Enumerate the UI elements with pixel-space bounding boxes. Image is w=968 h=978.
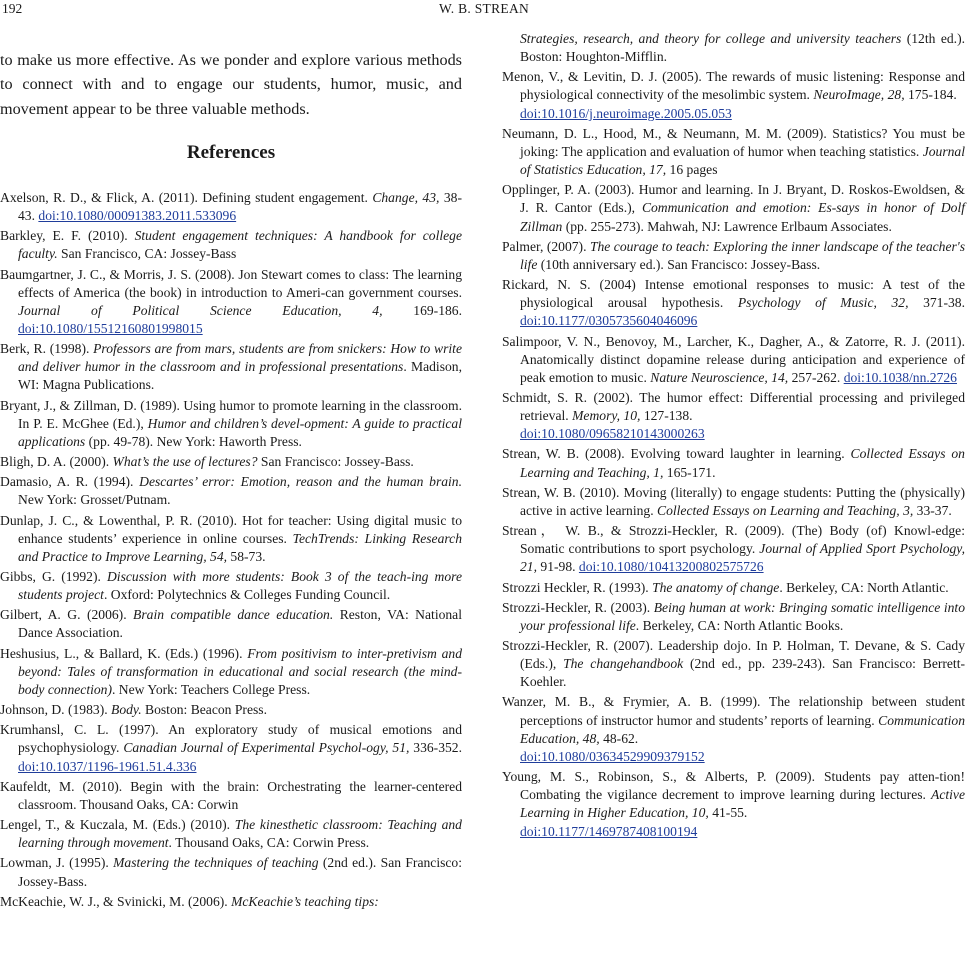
reference-entry: [502, 599, 965, 635]
reference-continuation: Strategies, research, and theory for college and university teachers (12th ed.). Boston: Houghton-Mifflin.: [520, 31, 965, 65]
reference-text: New York: Grosset/Putnam.: [18, 492, 171, 508]
reference-entry: [0, 701, 462, 719]
reference-text: Krumhansl, C. L. (1997). An exploratory study of musical emotions and psychophysiology.: [0, 722, 462, 756]
reference-entry: [0, 606, 462, 642]
intro-paragraph: to make us more effective. As we ponder and explore various methods to connect with and to engage our students, humor, music, and movement appear to be three valuable methods.: [0, 51, 462, 118]
reference-entry: [502, 522, 965, 576]
reference-entry: [0, 473, 462, 509]
reference-title: Humor and children’s devel-opment: A guide to practical applications: [18, 415, 462, 449]
reference-entry: [502, 389, 965, 443]
reference-text: McKeachie, W. J., & Svinicki, M. (2006).: [0, 893, 232, 909]
reference-title: Psychology of Music, 32,: [737, 295, 909, 311]
reference-title: Body.: [111, 702, 142, 718]
reference-title: Journal of Political Science Education, 4,: [18, 302, 383, 318]
reference-entry: [0, 512, 462, 566]
reference-title: McKeachie’s teaching tips:: [231, 893, 379, 909]
reference-title: NeuroImage, 28,: [813, 87, 905, 103]
reference-title: Communication Education, 48,: [520, 712, 965, 746]
reference-text: Opplinger, P. A. (2003). Humor and learning. In J. Bryant, D. Roskos-Ewoldsen, & J. R. Cantor (Eds.),: [502, 182, 965, 216]
left-column: [0, 30, 462, 913]
reference-title: Descartes’ error: Emotion, reason and the human brain.: [139, 474, 462, 490]
reference-entry: [0, 227, 462, 263]
reference-text: 127-138.: [640, 408, 693, 424]
reference-title: Collected Essays on Learning and Teaching, 3,: [657, 502, 914, 518]
doi-link[interactable]: doi:10.1080/10413200802575726: [578, 559, 764, 575]
reference-text: Johnson, D. (1983).: [0, 702, 112, 718]
reference-text: (2nd ed., pp. 239-243). San Francisco: Berrett-Koehler.: [520, 656, 966, 690]
reference-entry: [0, 645, 462, 699]
reference-text: 165-171.: [663, 464, 716, 480]
reference-entry: [502, 637, 965, 691]
reference-text: Neumann, D. L., Hood, M., & Neumann, M. M. (2009). Statistics? You must be joking: The application and evaluation of humor when teaching statistics.: [502, 125, 965, 159]
reference-text: 336-352.: [409, 740, 462, 756]
reference-title: Mastering the techniques of teaching: [113, 855, 319, 871]
reference-title: The changehandbook: [563, 656, 684, 672]
reference-text: Dunlap, J. C., & Lowenthal, P. R. (2010). Hot for teacher: Using digital music to enhance students’ experience in online courses.: [0, 512, 462, 546]
reference-text: 169-186.: [382, 302, 462, 318]
reference-text: . Berkeley, CA: North Atlantic Books.: [635, 617, 844, 633]
reference-entry: [502, 68, 965, 122]
doi-link[interactable]: doi:10.1016/j.neuroimage.2005.05.053: [520, 105, 732, 121]
reference-entry: [502, 579, 965, 597]
running-header: [0, 0, 968, 20]
reference-text: 91-98.: [537, 559, 579, 575]
reference-text: . New York: Teachers College Press.: [112, 681, 311, 697]
reference-entry: [502, 125, 965, 179]
reference-text: Salimpoor, V. N., Benovoy, M., Larcher, K., Dagher, A., & Zatorre, R. J. (2011). Anatomically distinct dopamine release during anticipation and experience of peak emotion to music.: [502, 333, 965, 385]
reference-text: Young, M. S., Robinson, S., & Alberts, P. (2009). Students pay atten-tion! Combating the vigilance decrement to improve learning during lectures.: [502, 769, 965, 803]
reference-text: 41-55.: [708, 805, 748, 821]
doi-link[interactable]: doi:10.1177/1469787408100194: [520, 823, 698, 839]
reference-text: Gibbs, G. (1992).: [0, 569, 107, 585]
reference-title: Active Learning in Higher Education, 10,: [520, 787, 965, 821]
reference-text: Bligh, D. A. (2000).: [0, 454, 113, 470]
reference-text: Strean， W. B., & Strozzi-Heckler, R. (2009). (The) Body (of) Knowl-edge: Somatic contributions to sport psychology.: [502, 523, 965, 557]
running-head-author: W. B. STREAN: [438, 1, 530, 16]
reference-entry: [502, 276, 965, 330]
reference-text: Kaufeldt, M. (2010). Begin with the brain: Orchestrating the learner-centered classroom. Thousand Oaks, CA: Corwin: [0, 778, 462, 812]
reference-title: The anatomy of change: [652, 579, 780, 595]
reference-text: 48-62.: [599, 730, 639, 746]
reference-text: Strean, W. B. (2008). Evolving toward laughter in learning.: [502, 446, 851, 462]
reference-title: Canadian Journal of Experimental Psychol-ogy, 51,: [123, 740, 410, 756]
reference-title: Professors are from mars, students are from snickers: How to write and deliver humor in the classroom and in professional presentations: [18, 341, 462, 375]
reference-text: Menon, V., & Levitin, D. J. (2005). The rewards of music listening: Response and physiological connectivity of the mesolimbic system.: [502, 69, 965, 103]
doi-link[interactable]: doi:10.1177/0305735604046096: [520, 313, 698, 329]
right-column: [502, 30, 965, 843]
reference-text: 257-262.: [788, 369, 844, 385]
reference-title: Student engagement techniques: A handbook for college faculty.: [18, 228, 462, 262]
reference-text: Rickard, N. S. (2004) Intense emotional responses to music: A test of the physiological arousal hypothesis.: [502, 277, 965, 311]
reference-text: . Berkeley, CA: North Atlantic.: [779, 579, 949, 595]
reference-title: TechTrends: Linking Research and Practice to Improve Learning, 54,: [18, 530, 462, 564]
reference-text: Strozzi-Heckler, R. (2007). Leadership dojo. In P. Holman, T. Devane, & S. Cady (Eds.),: [502, 638, 965, 672]
reference-entry: [0, 854, 462, 890]
reference-text: 371-38.: [908, 295, 965, 311]
reference-entry: [502, 445, 965, 481]
reference-entry: [502, 181, 965, 235]
reference-text: Strozzi Heckler, R. (1993).: [502, 579, 653, 595]
reference-text: Wanzer, M. B., & Frymier, A. B. (1999). The relationship between student perceptions of instructor humor and students’ reports of learning.: [502, 694, 965, 728]
reference-entry: [502, 768, 965, 841]
reference-text: Schmidt, S. R. (2002). The humor effect: Differential processing and privileged retrieval.: [502, 389, 965, 424]
reference-entry: [0, 816, 462, 852]
reference-text: . Thousand Oaks, CA: Corwin Press.: [168, 835, 370, 851]
reference-text: Boston: Beacon Press.: [141, 702, 267, 718]
reference-entry: [0, 266, 462, 339]
reference-title: Nature Neuroscience, 14,: [650, 369, 789, 385]
reference-text: . Madison, WI: Magna Publications.: [18, 359, 462, 393]
reference-title: Journal of Statistics Education, 17,: [520, 143, 965, 178]
doi-link[interactable]: doi:10.1080/00091383.2011.533096: [38, 208, 237, 224]
reference-text: Gilbert, A. G. (2006).: [0, 607, 134, 623]
reference-text: 33-37.: [913, 502, 952, 518]
reference-text: Palmer, (2007).: [502, 238, 590, 254]
reference-title: From positivism to inter-pretivism and beyond: Tales of transformation in educational and social research (the mind-body connection): [18, 645, 462, 697]
reference-entry: [0, 568, 462, 604]
reference-text: Berk, R. (1998).: [0, 341, 94, 357]
reference-text: Lowman, J. (1995).: [0, 855, 114, 871]
reference-text: San Francisco: Jossey-Bass.: [257, 454, 414, 470]
reference-entry: [0, 721, 462, 775]
reference-text: 58-73.: [227, 548, 266, 564]
left-reference-list: [0, 189, 462, 911]
reference-entry: [502, 693, 965, 766]
reference-text: Heshusius, L., & Ballard, K. (Eds.) (1996).: [0, 645, 248, 661]
reference-text: Reston, VA: National Dance Association.: [18, 607, 462, 641]
reference-text: (pp. 49-78). New York: Haworth Press.: [85, 433, 302, 449]
reference-text: 38-43.: [18, 189, 462, 224]
reference-text: Damasio, A. R. (1994).: [0, 474, 140, 490]
reference-text: (10th anniversary ed.). San Francisco: Jossey-Bass.: [537, 256, 821, 272]
reference-text: Strean, W. B. (2010). Moving (literally) to engage students: Putting the (physically) active in active learning.: [502, 484, 965, 518]
reference-entry: [0, 189, 462, 225]
reference-text: Barkley, E. F. (2010).: [0, 228, 135, 244]
page-number: 192: [2, 1, 23, 16]
reference-entry: [0, 397, 462, 451]
reference-text: Baumgartner, J. C., & Morris, J. S. (2008). Jon Stewart comes to class: The learning effects of America (the book) in introduction to Ameri-can government courses.: [0, 266, 462, 300]
reference-text: (pp. 255-273). Mahwah, NJ: Lawrence Erlbaum Associates.: [562, 218, 892, 234]
reference-title: Memory, 10,: [572, 408, 641, 424]
reference-entry: [502, 333, 965, 387]
reference-entry: [0, 340, 462, 394]
reference-text: Axelson, R. D., & Flick, A. (2011). Defining student engagement.: [0, 189, 373, 205]
reference-text: Bryant, J., & Zillman, D. (1989). Using humor to promote learning in the classroom. In P. E. McGhee (Ed.),: [0, 397, 462, 431]
reference-title: Journal of Applied Sport Psychology, 21,: [520, 541, 965, 575]
reference-title: Communication and emotion: Es-says in honor of Dolf Zillman: [520, 200, 965, 234]
doi-link[interactable]: doi:10.1080/15512160801998015: [18, 320, 203, 336]
right-reference-list: [502, 68, 965, 840]
reference-title: Brain compatible dance education.: [133, 607, 334, 623]
reference-text: 175-184.: [904, 87, 957, 103]
reference-title: Change, 43,: [372, 189, 440, 205]
doi-link[interactable]: doi:10.1038/nn.2726: [843, 369, 957, 385]
reference-text: . Oxford: Polytechnics & Colleges Funding Council.: [103, 587, 391, 603]
reference-entry: [0, 453, 462, 471]
reference-title: Being human at work: Bringing somatic intelligence into your professional life: [520, 599, 965, 633]
reference-text: 16 pages: [666, 162, 718, 178]
reference-entry: [502, 238, 965, 274]
reference-title: The kinesthetic classroom: Teaching and learning through movement: [18, 817, 462, 851]
reference-entry: [502, 484, 965, 520]
reference-entry: [0, 893, 462, 911]
reference-title: What’s the use of lectures?: [112, 454, 258, 470]
reference-text: Strozzi-Heckler, R. (2003).: [502, 599, 654, 615]
doi-link[interactable]: doi:10.1037/1196-1961.51.4.336: [18, 758, 197, 774]
reference-text: (2nd ed.). San Francisco: Jossey-Bass.: [18, 855, 462, 889]
reference-title: Discussion with more students: Book 3 of the teach-ing more students project: [18, 569, 462, 603]
reference-text: San Francisco, CA: Jossey-Bass: [57, 246, 237, 262]
references-heading: References: [186, 141, 276, 163]
doi-link[interactable]: doi:10.1080/09658210143000263: [520, 426, 705, 442]
doi-link[interactable]: doi:10.1080/03634529909379152: [520, 748, 705, 764]
reference-title: Collected Essays on Learning and Teaching, 1,: [520, 446, 965, 480]
reference-title: The courage to teach: Exploring the inner landscape of the teacher's life: [520, 238, 966, 272]
reference-text: Lengel, T., & Kuczala, M. (Eds.) (2010).: [0, 817, 235, 833]
reference-entry: [0, 778, 462, 814]
